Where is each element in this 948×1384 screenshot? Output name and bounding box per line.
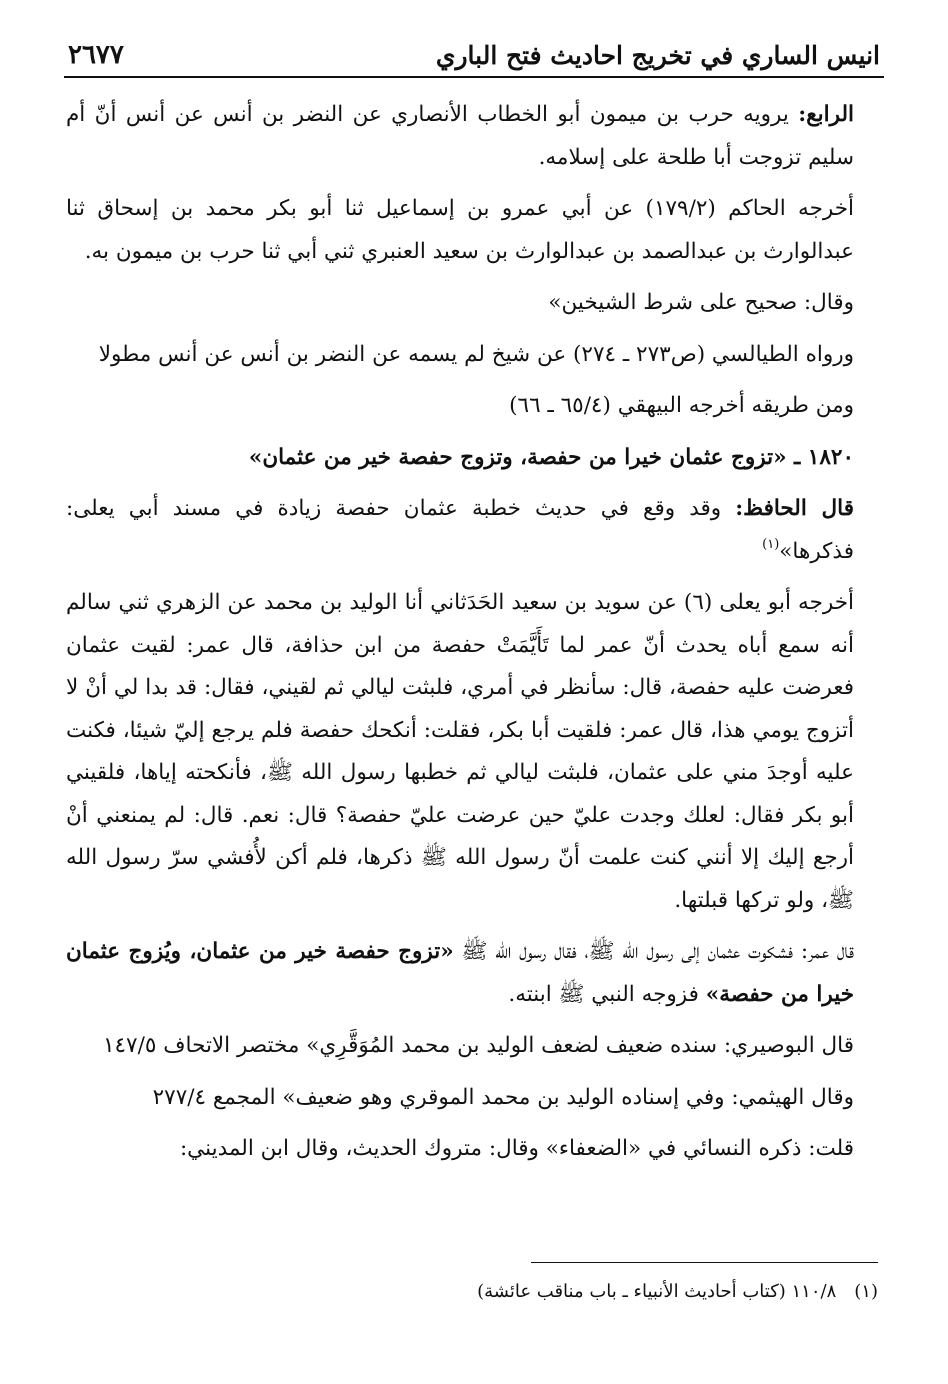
paragraph-text: فزوجه النبي ﷺ ابنته. (508, 981, 706, 1007)
footnote-number: (١) (854, 1281, 878, 1302)
paragraph-fourth-narration (66, 94, 878, 179)
footnote-marker: (١) (762, 536, 780, 552)
running-title: انيس الساري في تخريج احاديث فتح الباري (435, 41, 880, 70)
paragraph-text: يرويه حرب بن ميمون أبو الخطاب الأنصاري عن النضر بن أنس عن أنس أنّ أم سليم تزوجت أبا طلحة على إسلامه. (66, 102, 854, 170)
paragraph-hakim-verdict: وقال: صحيح على شرط الشيخين» (548, 290, 854, 315)
paragraph-tayalisi: ورواه الطيالسي (ص٢٧٣ ـ ٢٧٤) عن شيخ لم يسمه عن النضر بن أنس عن أنس مطولا (98, 341, 854, 367)
paragraph-hakim-takhrij: أخرجه الحاكم (١٧٩/٢) عن أبي عمرو بن إسماعيل ثنا أبو بكر محمد بن إسحاق ثنا عبدالوارث بن عبدالصمد بن عبدالوارث بن سعيد العنبري ثني أبي ثنا حرب بن ميمون به. (66, 196, 855, 264)
page-number: ٢٦٧٧ (68, 40, 124, 70)
paragraph-label: قال الحافظ: (735, 496, 854, 521)
footnote-text: ١١٠/٨ (كتاب أحاديث الأنبياء ـ باب مناقب عائشة) (477, 1281, 837, 1302)
paragraph-abu-yala: أخرجه أبو يعلى (٦) عن سويد بن سعيد الحَدَثاني أنا الوليد بن محمد عن الزهري ثني سالم أنه سمع أباه يحدث أنّ عمر لما تَأَيَّمَتْ حفصة من ابن حذافة، قال عمر: لقيت عثمان فعرضت عليه حفصة، قال: سأنظر في أمري، فلبثت ليالي ثم لقيني، فقال: قد بدا لي أنْ لا أتزوج يومي هذا، قال عمر: فلقيت أبا بكر، فقلت: أنكحك حفصة فلم يرجع إليّ شيئا، فكنت عليه أوجدَ مني على عثمان، فلبثت ليالي ثم خطبها رسول الله ﷺ، فأنكحته إياها، فلقيني أبو بكر فقال: لعلك وجدت عليّ حين عرضت عليّ حفصة؟ قال: نعم. قال: لم يمنعني أنْ أرجع إليك إلا أنني كنت علمت أنّ رسول الله ﷺ ذكرها، فلم أكن لأُفشي سرّ رسول الله ﷺ، ولو تركها قبلتها. (66, 590, 854, 913)
page-header (64, 30, 884, 78)
paragraph-hafiz (66, 488, 878, 573)
paragraph-label: الرابع: (798, 102, 854, 127)
hadith-quote: «تزوج حفصة خير من عثمان، ويُزوج عثمان خيرا من حفصة» (66, 939, 854, 1007)
paragraph-umar-complaint (66, 931, 878, 1016)
page-body (66, 94, 878, 1180)
footnote-separator (531, 1262, 878, 1263)
paragraph-nasai: قلت: ذكره النسائي في «الضعفاء» وقال: متروك الحديث، وقال ابن المديني: (179, 1136, 854, 1161)
hadith-heading-1820: ١٨٢٠ ـ «تزوج عثمان خيرا من حفصة، وتزوج حفصة خير من عثمان» (248, 444, 854, 470)
paragraph-text: قال عمر: فشكوت عثمان إلى رسول الله ﷺ، فقال رسول الله ﷺ (453, 939, 855, 964)
paragraph-text: وقد وقع في حديث خطبة عثمان حفصة زيادة في مسند أبي يعلى: فذكرها» (66, 496, 854, 564)
paragraph-haythami: وقال الهيثمي: وفي إسناده الوليد بن محمد الموقري وهو ضعيف» المجمع ٢٧٧/٤ (152, 1084, 854, 1110)
footnote (66, 1278, 878, 1306)
paragraph-bayhaqi: ومن طريقه أخرجه البيهقي (٦٥/٤ ـ ٦٦) (509, 393, 854, 418)
paragraph-busiri: قال البوصيري: سنده ضعيف لضعف الوليد بن محمد المُوَقَّرِي» مختصر الاتحاف ١٤٧/٥ (102, 1033, 854, 1058)
